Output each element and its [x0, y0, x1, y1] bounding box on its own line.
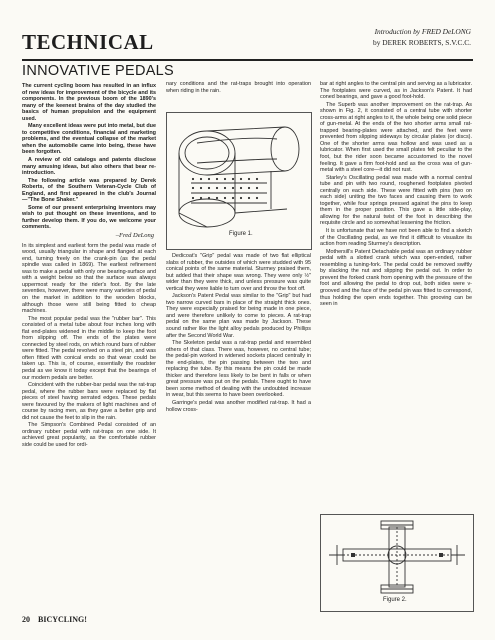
- figure-1: [166, 112, 312, 250]
- figure-2: [320, 514, 474, 612]
- page-footer: [22, 615, 87, 624]
- column-3: [320, 81, 472, 309]
- figure-1-caption: Figure 1.: [229, 231, 253, 237]
- signature: –Fred DeLong: [115, 232, 154, 240]
- pedal-illustration: [167, 113, 311, 249]
- body-paragraph: In its simplest and earliest form the pedal was made of wood, usually triangular in shape and flanged at each end, turning freely on the crank-pin (as the pedal spindle was called in 1869). The earliest refinement was to make a pedal with only one bearing-surface and with a weight below so that the surface was always uppermost ready for the rider's foot. By the late seventies, however, there were many varieties of pedal on the market in addition to the wooden blocks, although those were still being fitted to cheap machines.: [22, 242, 156, 315]
- magazine-name: BICYCLING!: [38, 615, 87, 624]
- intro-paragraph: A review of old catalogs and patents disclose many amusing ideas, but also others that bear re-introduction.: [22, 157, 156, 177]
- body-paragraph: bar at right angles to the central pin and serving as a lubricator. The footplates were curved, as in Jackson's Patent. It had coned bearings, and gave a good foot-hold.: [320, 81, 472, 101]
- body-paragraph: Jackson's Patent Pedal was similar to the "Grip" but had two narrow curved bars in place of the straight thick ones. They were especially praised for being made in one piece, and were therefore unlikely to come to pieces. A rat-trap pedal on the same plan was made by Jackson. These sound rather like the light alloy pedals produced by Phillips after the Second World War.: [166, 293, 311, 339]
- column-2: [166, 253, 311, 414]
- column-1: [22, 83, 156, 450]
- intro-paragraph: The following article was prepared by Derek Roberts, of the Southern Veteran-Cycle Club of England, and first appeared in the club's Journal—"The Bone Shaker.": [22, 177, 156, 204]
- body-paragraph: The Superb was another improvement on the rat-trap. As shown in Fig. 2, it consisted of a central tube with shorter cross-arms at right angles to it, the whole being one solid piece of gun-metal. At the ends of the two shorter arms small rat-trapped bearing-plates were attached, and the feet were prevented from slipping sideways by circular plates (or discs). One of the shorter arms was hollow and was used as a lubricator. When first used the small plates felt peculiar to the foot, but the rider soon became accustomed to the novel feeling. It gave a firm foot-hold and as the cross was of gun-metal with a steel core—it did not rust.: [320, 101, 472, 174]
- intro-paragraph: Many excellent ideas were put into metal, but due to competitive conditions, financial and marketing problems, and the eventual collapse of the market when the automobile came into being, these have been forgotten.: [22, 123, 156, 156]
- body-paragraph: It is unfortunate that we have not been able to find a sketch of the Oscillating pedal, as we find it difficult to visualize its action from reading Sturmey's description.: [320, 228, 472, 248]
- body-paragraph: The most popular pedal was the "rubber bar". This consisted of a metal tube about four inches long with flat end-plates widened in the middle to keep the foot from slipping off. The ends of the plates were connected by steel rods, on which round bars of rubber were fitted. The pedal revolved on a steel pin, and was often fitted with conical ends so that wear could be taken up. This is, of course, essentially the roadster pedal as we know it today except that the bearings of our modern pedals are better.: [22, 315, 156, 381]
- body-paragraph: Dedicoat's "Grip" pedal was made of two flat elliptical slabs of rubber, the outsides of which were studded with 95 conical points of the same material. Sturmey praised them, but added that their shape was wrong. They were only ½" wider than they were thick, and unless pressure was quite vertical they were liable to turn over and throw the foot off.: [166, 253, 311, 292]
- intro-credit: Introduction by FRED DeLONG: [374, 27, 471, 36]
- body-paragraph: nary conditions and the rat-traps brought into operation when riding in the rain.: [166, 81, 311, 94]
- author-credit: by DEREK ROBERTS, S.V.C.C.: [373, 38, 471, 47]
- intro-paragraph: Some of our present enterprising inventors may wish to put thought on these inventions, and to further develop them. If you do, we welcome your comments.: [22, 204, 156, 231]
- byline: [373, 26, 471, 48]
- column-2-top: [166, 81, 311, 95]
- body-paragraph: The Simpson's Combined Pedal consisted of an ordinary rubber pedal with rat-traps on one side. It achieved great popularity, as the comfortable rubber side could be used for ordi-: [22, 422, 156, 448]
- page-number: 20: [22, 615, 30, 624]
- body-paragraph: Starley's Oscillating pedal was made with a normal central tube and pin with two round, roughened footplates pivoted centrally on each side. These were fitted with pins (two on each side) uniting the two faces and causing them to work together, while four springs pressed against the pins to keep them in the proper position. This gave a little side-play, allowing for the natural twist of the foot in describing the requisite circle and so somewhat lessening the friction.: [320, 174, 472, 227]
- body-paragraph: Garringe's pedal was another modified rat-trap. It had a hollow cross-: [166, 400, 311, 413]
- section-title: TECHNICAL: [22, 30, 154, 54]
- article-title: INNOVATIVE PEDALS: [22, 63, 175, 79]
- intro-paragraph: The current cycling boom has resulted in an influx of new ideas for improvement of the bicycle and its components. In the previous boom of the 1890's many of the keenest brains of the day studied the basics of human propulsion and the equipment used.: [22, 83, 156, 122]
- header-rule: [22, 59, 473, 61]
- figure-2-caption: Figure 2.: [383, 597, 407, 603]
- body-paragraph: Coincident with the rubber-bar pedal was the rat-trap pedal, where the rubber bars were replaced by flat pieces of steel having serrated edges. These pedals were favoured by the makers of light machines and of course by racing men, as they gave a better grip and did not cause the feet to slip in the rain.: [22, 382, 156, 421]
- body-paragraph: Mothersill's Patent Detachable pedal was an ordinary rubber pedal with a slotted crank which was open-ended, rather resembling a tuning-fork. The pedal could be removed swiftly by slacking the nut and slipping the pedal out. In order to prevent the forked crank from opening with the pressure of the foot and allowing the pedal to drop out, both sides were v-grooved and the face of the pedal pin was fitted to correspond, thus holding the open ends together. This grooving can be seen in: [320, 248, 472, 308]
- body-paragraph: The Skeleton pedal was a rat-trap pedal and resembled others of that class. There was, however, no central tube; the pedal-pin worked in widened sockets placed centrally in the end-plates, the pin passing between the two and replacing the tube. By this means the pin could be made thicker and therefore less likely to be bent in falls or when great pressure was put on the pedals. There ought to have been some method of dealing with the undoubted increase in wear, but this seems to have been overlooked.: [166, 340, 311, 399]
